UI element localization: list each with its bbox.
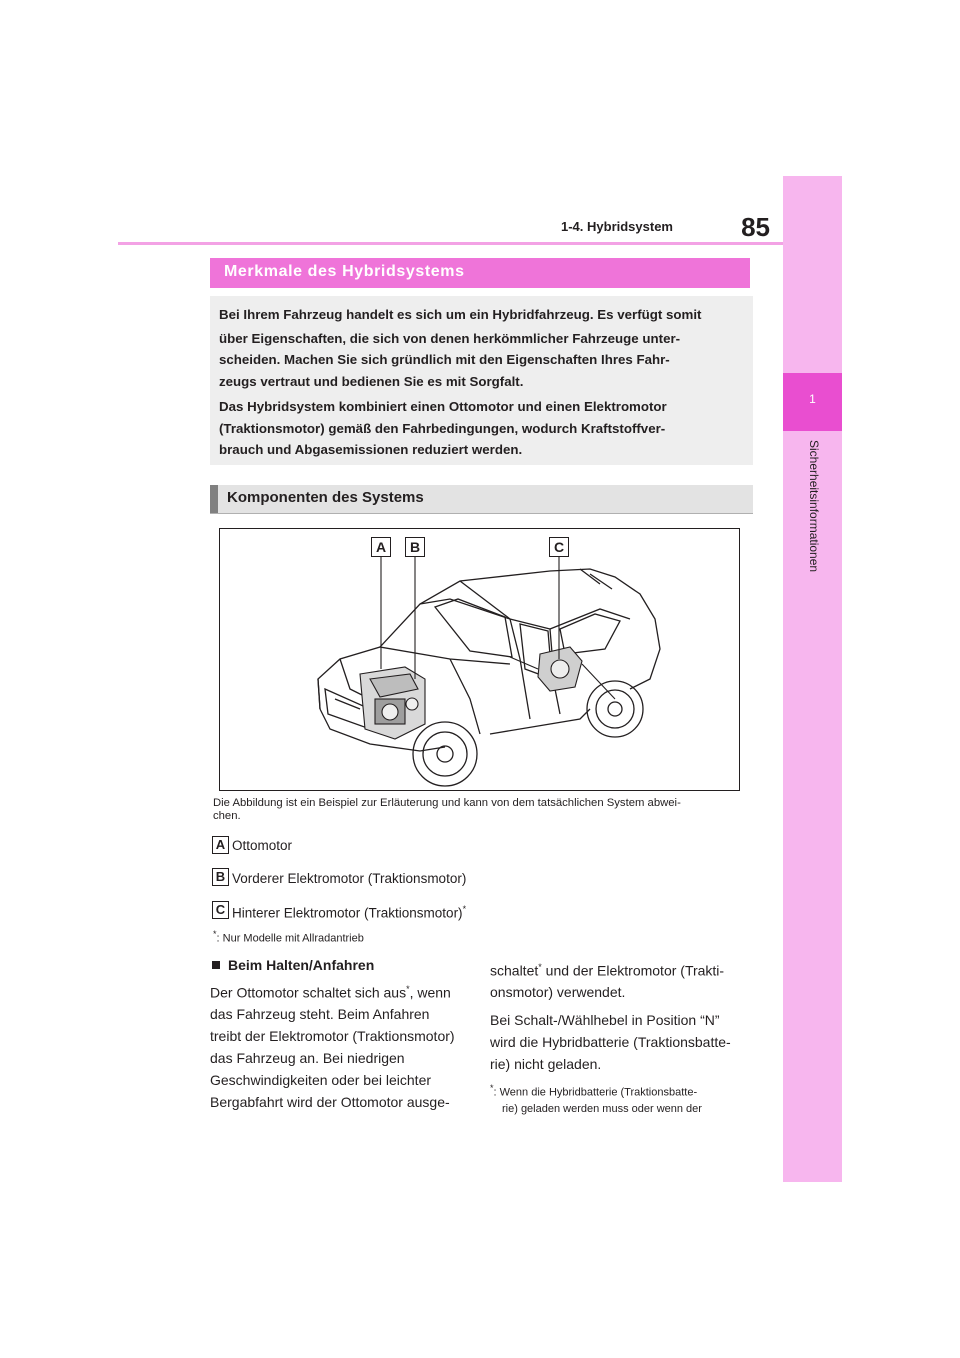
- square-bullet-icon: [212, 961, 220, 969]
- body-line: onsmotor) verwendet.: [490, 984, 626, 1000]
- legend-text-c-label: Hinterer Elektromotor (Traktionsmotor): [232, 905, 463, 921]
- callout-c: C: [549, 537, 569, 557]
- callout-b: B: [405, 537, 425, 557]
- chapter-side-tab: [783, 176, 842, 1182]
- body-line: Bergabfahrt wird der Ottomotor ausge-: [210, 1094, 450, 1110]
- body-line: wird die Hybridbatterie (Traktionsbatte-: [490, 1034, 731, 1050]
- body-line: treibt der Elektromotor (Traktionsmotor): [210, 1028, 455, 1044]
- legend-text-b: Vorderer Elektromotor (Traktionsmotor): [232, 871, 467, 886]
- heading-components: Komponenten des Systems: [210, 485, 753, 513]
- body-line: das Fahrzeug steht. Beim Anfahren: [210, 1006, 430, 1022]
- footnote-line: [490, 1083, 697, 1099]
- figure-caption: [213, 797, 753, 823]
- caption-line: Die Abbildung ist ein Beispiel zur Erläuterung und kann von dem tatsächlichen System abwei-: [213, 797, 681, 809]
- legend-key-a: A: [212, 836, 229, 854]
- body-text: und der Elektromotor (Trakti-: [541, 962, 725, 979]
- header-divider: [118, 242, 783, 245]
- legend-key-c: C: [212, 901, 229, 919]
- body-text: Der Ottomotor schaltet sich aus: [210, 984, 407, 1001]
- footnote-mark: *: [406, 984, 410, 994]
- footnote-text: : Nur Modelle mit Allradantrieb: [216, 932, 364, 945]
- footnote-mark: *: [490, 1083, 494, 1093]
- intro-line: Bei Ihrem Fahrzeug handelt es sich um ein Hybridfahrzeug. Es verfügt somit: [219, 307, 702, 322]
- footnote-mark: *: [538, 962, 542, 972]
- caption-line: chen.: [213, 810, 241, 822]
- car-drawing: [220, 529, 739, 790]
- body-text: , wenn: [409, 984, 451, 1001]
- body-line: das Fahrzeug an. Bei niedrigen: [210, 1050, 405, 1066]
- subsection-title: [212, 957, 374, 973]
- body-text: schaltet: [490, 962, 539, 979]
- intro-line: zeugs vertraut und bedienen Sie es mit Sorgfalt.: [219, 374, 524, 389]
- legend-text-c: [232, 904, 466, 921]
- legend-text-a: Ottomotor: [232, 838, 293, 853]
- vehicle-illustration: [219, 528, 740, 791]
- body-line: Bei Schalt-/Wählhebel in Position “N”: [490, 1012, 720, 1028]
- intro-line: brauch und Abgasemissionen reduziert werden.: [219, 442, 523, 457]
- chapter-number: 1: [809, 392, 816, 406]
- chapter-title: Sicherheitsinformationen: [807, 440, 821, 573]
- intro-line: (Traktionsmotor) gemäß den Fahrbedingungen, wodurch Kraftstoffver-: [219, 421, 666, 436]
- footnote-mark: *: [213, 929, 217, 939]
- body-line: [210, 984, 451, 1001]
- footnote: [213, 929, 364, 945]
- callout-a: A: [371, 537, 391, 557]
- body-line: rie) nicht geladen.: [490, 1056, 602, 1072]
- intro-line: über Eigenschaften, die sich von denen herkömmlicher Fahrzeuge unter-: [219, 331, 681, 346]
- body-line: [490, 962, 724, 979]
- heading-features: Merkmale des Hybridsystems: [210, 258, 750, 288]
- intro-line: Das Hybridsystem kombiniert einen Ottomotor und einen Elektromotor: [219, 399, 667, 414]
- body-line: Geschwindigkeiten oder bei leichter: [210, 1072, 432, 1088]
- footnote-mark: *: [462, 904, 467, 914]
- legend-key-b: B: [212, 868, 229, 886]
- footnote-line: rie) geladen werden muss oder wenn der: [502, 1103, 702, 1115]
- subsection-title-text: Beim Halten/Anfahren: [228, 957, 375, 973]
- intro-line: scheiden. Machen Sie sich gründlich mit den Eigenschaften Ihres Fahr-: [219, 352, 670, 367]
- section-title: 1-4. Hybridsystem: [561, 219, 673, 234]
- heading-divider: [210, 513, 753, 514]
- footnote-text: : Wenn die Hybridbatterie (Traktionsbatte-: [493, 1086, 698, 1099]
- page-number: 85: [741, 212, 770, 242]
